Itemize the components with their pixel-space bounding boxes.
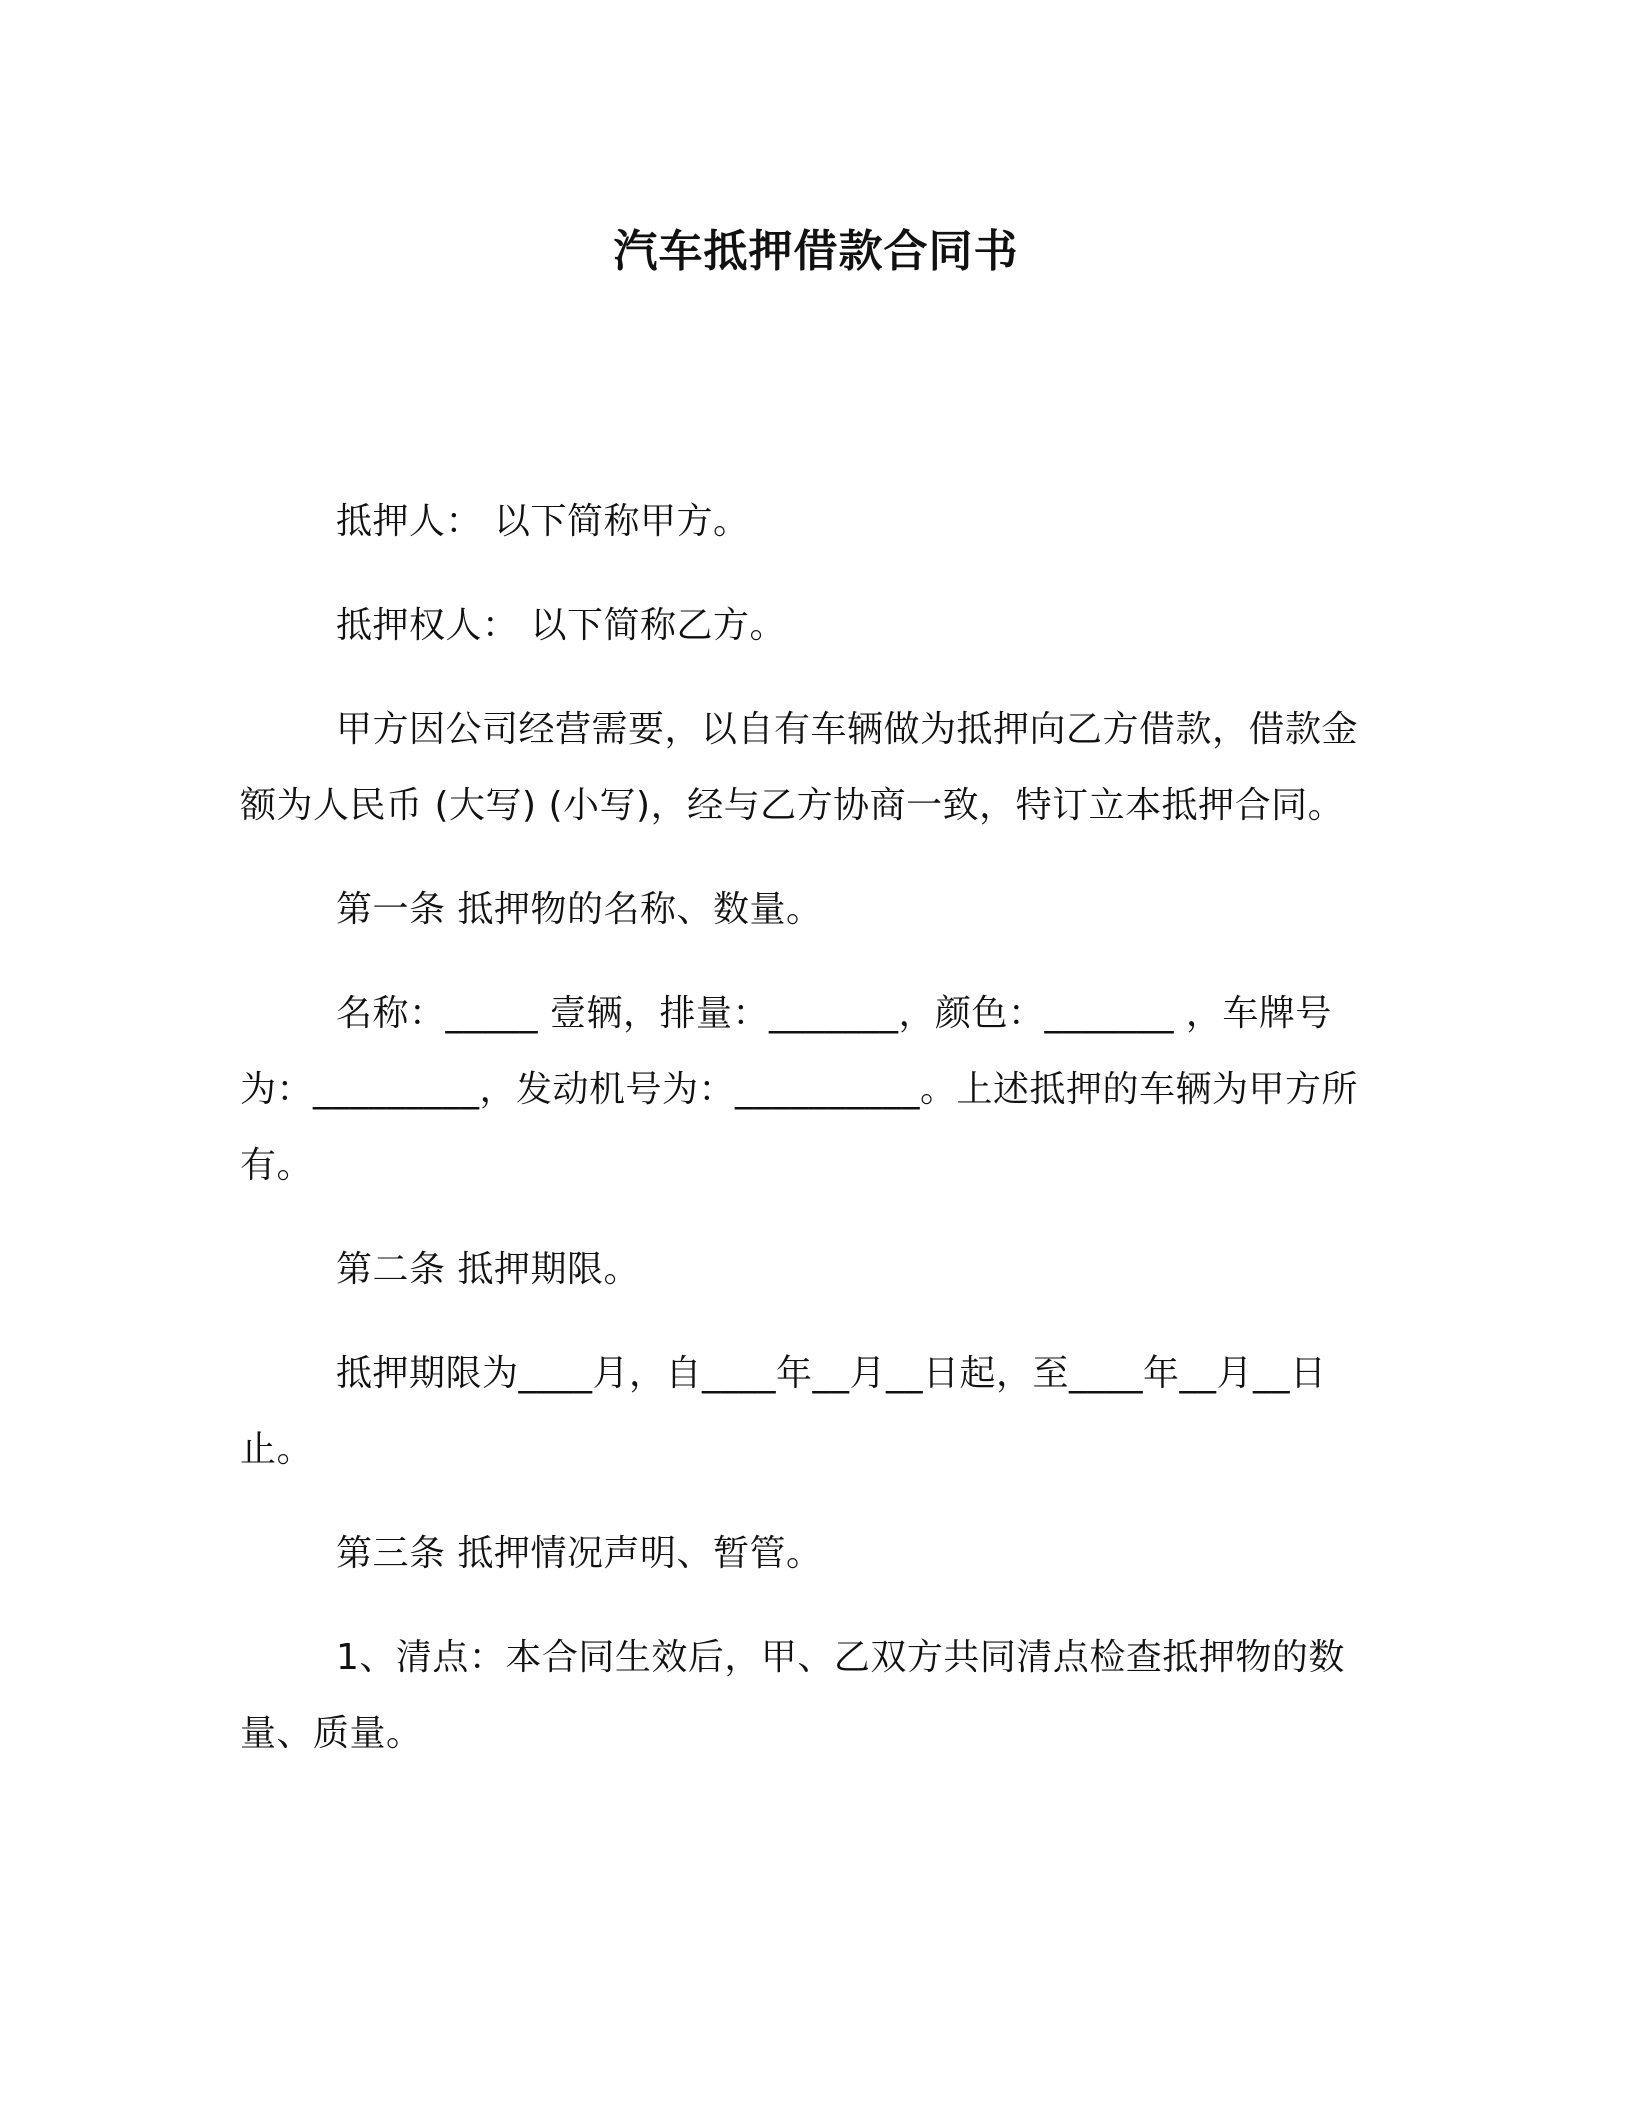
paragraph-mortgagor: 抵押人： 以下简称甲方。 (336, 501, 750, 542)
document-title: 汽车抵押借款合同书 (613, 226, 1019, 277)
article-3-heading: 第三条 抵押情况声明、暂管。 (336, 1533, 823, 1574)
paragraph-mortgage-term: 抵押期限为____月，自____年__月__日起，至____年__月__日止。 (240, 1353, 1327, 1470)
paragraph-mortgagee: 抵押权人： 以下简称乙方。 (336, 605, 786, 646)
article-1-heading: 第一条 抵押物的名称、数量。 (336, 889, 823, 930)
document-body (240, 484, 1392, 1772)
paragraph-loan-purpose: 甲方因公司经营需要，以自有车辆做为抵押向乙方借款，借款金额为人民币 (大写) (小写)，经与乙方协商一致，特订立本抵押合同。 (240, 709, 1359, 826)
article-2-heading: 第二条 抵押期限。 (336, 1249, 640, 1290)
paragraph-vehicle-details: 名称：_____ 壹辆，排量：_______，颜色：_______ ，车牌号为：_________，发动机号为：__________。上述抵押的车辆为甲方所有。 (240, 993, 1359, 1186)
paragraph-inventory: 1、清点：本合同生效后，甲、乙双方共同清点检查抵押物的数量、质量。 (240, 1637, 1345, 1754)
